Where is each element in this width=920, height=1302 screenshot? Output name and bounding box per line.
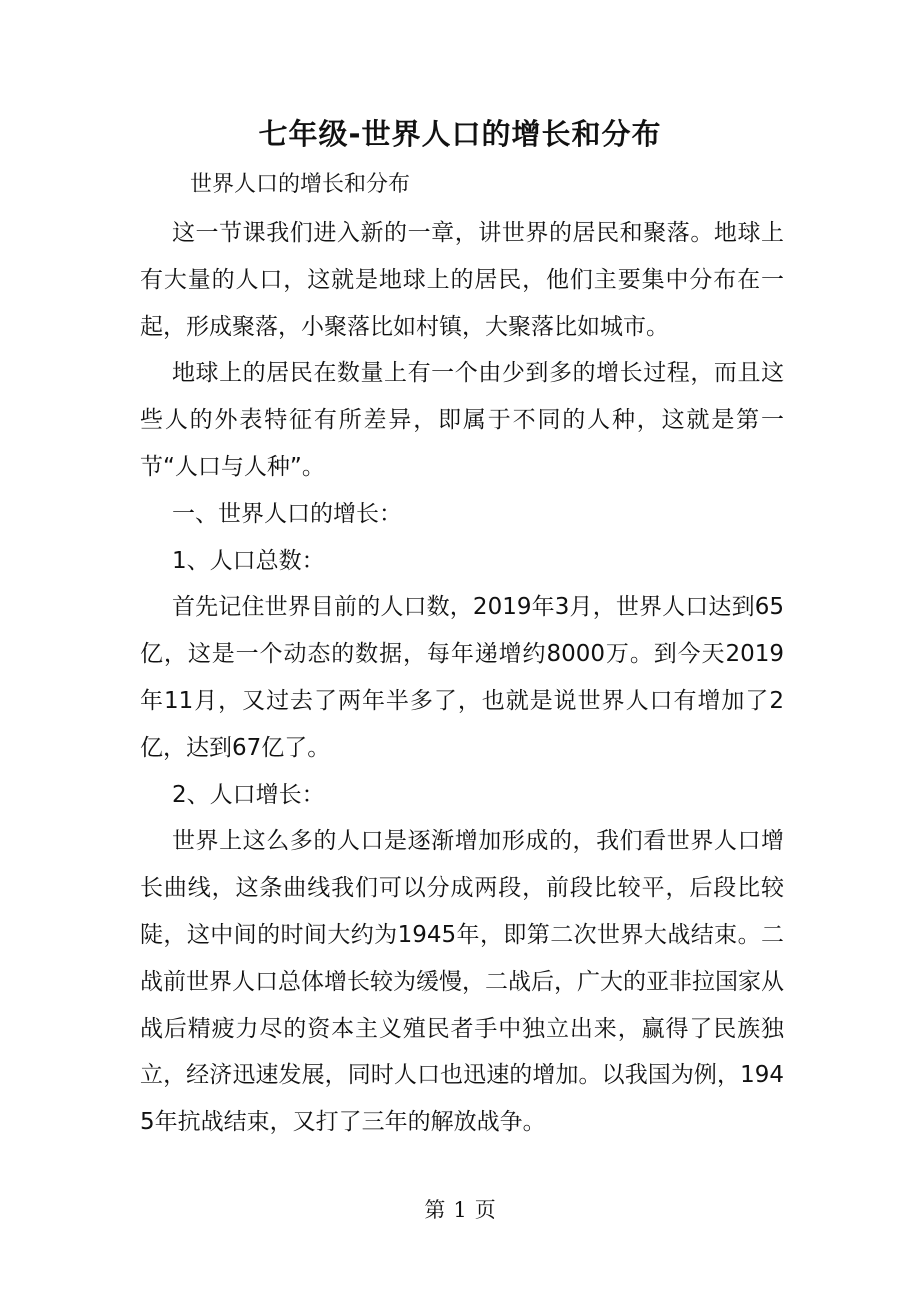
document-subtitle: 世界人口的增长和分布: [190, 172, 411, 197]
page-footer: [0, 1193, 920, 1227]
page-number: 1: [453, 1198, 467, 1222]
footer-suffix: 页: [474, 1198, 496, 1222]
document-title: 七年级-世界人口的增长和分布: [258, 117, 662, 151]
paragraph-intro: 这一节课我们进入新的一章，讲世界的居民和聚落。地球上有大量的人口，这就是地球上的居民，他们主要集中分布在一起，形成聚落，小聚落比如村镇，大聚落比如城市。: [140, 220, 784, 340]
subsection-heading-increase: 2、人口增长：: [172, 781, 325, 808]
footer-prefix: 第: [424, 1198, 446, 1222]
paragraph-population-race: 地球上的居民在数量上有一个由少到多的增长过程，而且这些人的外表特征有所差异，即属于不同的人种，这就是第一节“人口与人种”。: [140, 360, 784, 480]
paragraph-growth-curve: 世界上这么多的人口是逐渐增加形成的，我们看世界人口增长曲线，这条曲线我们可以分成两段，前段比较平，后段比较陡，这中间的时间大约为1945年，即第二次世界大战结束。二战前世界人口总体增长较为缓慢，二战后，广大的亚非拉国家从战后精疲力尽的资本主义殖民者手中独立出来，赢得了民族独立，经济迅速发展，同时人口也迅速的增加。以我国为例，1945年抗战结束，又打了三年的解放战争。: [140, 828, 784, 1136]
subsection-heading-total: 1、人口总数：: [172, 547, 325, 574]
paragraph-total-population: 首先记住世界目前的人口数，2019年3月，世界人口达到65亿，这是一个动态的数据，每年递增约8000万。到今天2019年11月，又过去了两年半多了，也就是说世界人口有增加了2亿，达到67亿了。: [140, 594, 784, 761]
document-body: [140, 210, 784, 1146]
section-heading-growth: 一、世界人口的增长：: [172, 500, 402, 527]
